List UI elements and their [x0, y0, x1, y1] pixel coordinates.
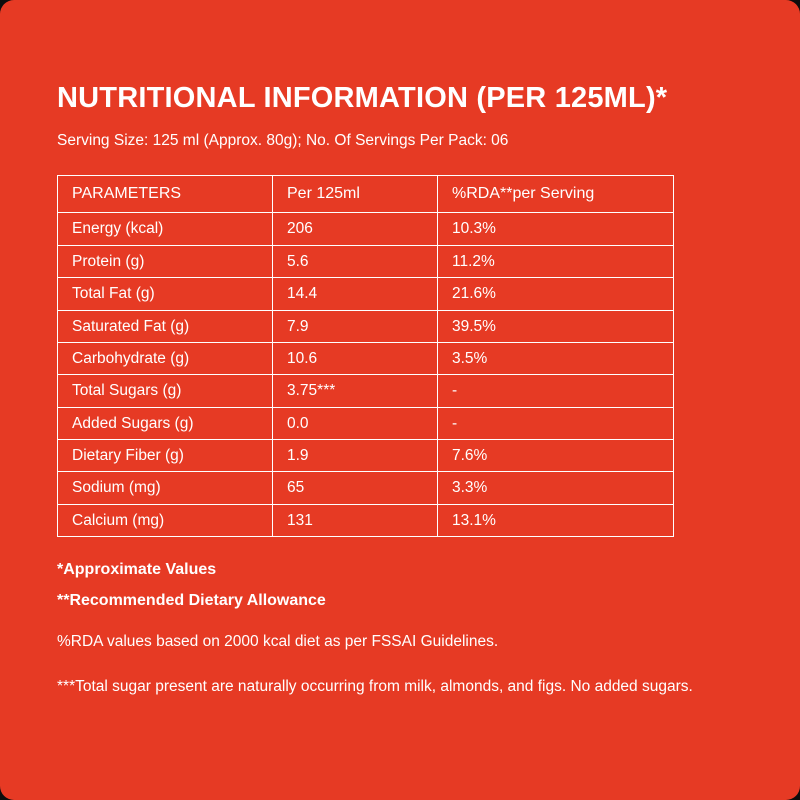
row-rda: - [438, 375, 674, 407]
table-row [58, 245, 674, 277]
table-header-row [58, 176, 674, 213]
row-rda: 11.2% [438, 245, 674, 277]
table-row [58, 342, 674, 374]
row-value: 1.9 [273, 440, 438, 472]
footnotes [57, 555, 752, 616]
row-value: 0.0 [273, 407, 438, 439]
column-header-parameters: PARAMETERS [58, 176, 273, 213]
row-value: 5.6 [273, 245, 438, 277]
row-parameter: Sodium (mg) [58, 472, 273, 504]
table-row [58, 375, 674, 407]
row-value: 7.9 [273, 310, 438, 342]
row-parameter: Dietary Fiber (g) [58, 440, 273, 472]
table-row [58, 310, 674, 342]
serving-size-line: Serving Size: 125 ml (Approx. 80g); No. Of Servings Per Pack: 06 [57, 132, 509, 150]
table-row [58, 472, 674, 504]
row-value: 65 [273, 472, 438, 504]
column-header-per-serving: Per 125ml [273, 176, 438, 213]
row-parameter: Saturated Fat (g) [58, 310, 273, 342]
row-rda: 39.5% [438, 310, 674, 342]
page-title: NUTRITIONAL INFORMATION (PER 125ML)* [57, 82, 668, 114]
row-rda: 3.3% [438, 472, 674, 504]
row-value: 10.6 [273, 342, 438, 374]
nutrition-table [57, 175, 674, 537]
column-header-rda: %RDA**per Serving [438, 176, 674, 213]
row-parameter: Carbohydrate (g) [58, 342, 273, 374]
row-rda: 3.5% [438, 342, 674, 374]
table-row [58, 278, 674, 310]
table-row [58, 213, 674, 245]
row-parameter: Protein (g) [58, 245, 273, 277]
footnote-approximate: *Approximate Values [57, 561, 217, 579]
table-row [58, 440, 674, 472]
row-value: 206 [273, 213, 438, 245]
table-row [58, 407, 674, 439]
row-parameter: Energy (kcal) [58, 213, 273, 245]
row-rda: 21.6% [438, 278, 674, 310]
row-parameter: Calcium (mg) [58, 504, 273, 536]
footer-notes [57, 630, 748, 699]
row-rda: 13.1% [438, 504, 674, 536]
footer-rda-basis: %RDA values based on 2000 kcal diet as per FSSAI Guidelines. [57, 633, 499, 650]
footnote-rda: **Recommended Dietary Allowance [57, 591, 326, 609]
row-parameter: Total Fat (g) [58, 278, 273, 310]
row-rda: 10.3% [438, 213, 674, 245]
row-parameter: Total Sugars (g) [58, 375, 273, 407]
row-value: 14.4 [273, 278, 438, 310]
row-rda: - [438, 407, 674, 439]
label-content [57, 82, 752, 616]
row-value: 131 [273, 504, 438, 536]
row-value: 3.75*** [273, 375, 438, 407]
table-row [58, 504, 674, 536]
row-parameter: Added Sugars (g) [58, 407, 273, 439]
footer-sugar-note: ***Total sugar present are naturally occurring from milk, almonds, and figs. No added sugars. [57, 678, 693, 696]
row-rda: 7.6% [438, 440, 674, 472]
